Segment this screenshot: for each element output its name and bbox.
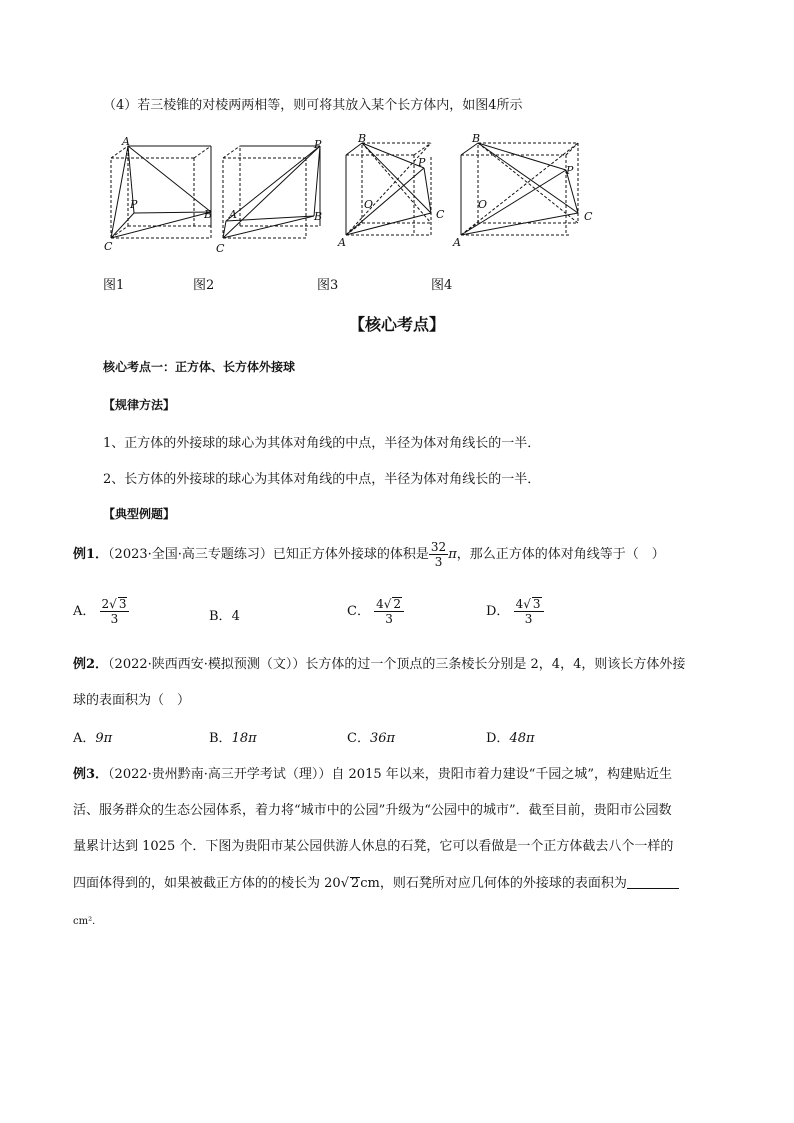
fig4-label-o: O — [478, 198, 488, 211]
option-a-fraction: $\frac{2√ 3}{3}$ — [100, 597, 130, 626]
option-letter: D． — [486, 731, 510, 746]
example-3-line-4: 四面体得到的，如果被截正方体的的棱长为 20√ 2cm，则石凳所对应几何体的外接球的表面积为 — [73, 872, 679, 891]
example-3-line-5: cm²． — [73, 916, 103, 927]
example-3-line-3: 量累计达到 1025 个．下图为贵阳市某公园供游人休息的石凳，它可以看做是一个正方体截去八个一样的 — [73, 839, 674, 854]
option-value: 36π — [369, 731, 396, 746]
coef: 4 — [515, 597, 524, 611]
radicand: 3 — [118, 597, 127, 611]
answer-blank[interactable] — [627, 876, 679, 889]
example-2-text: （2022·陕西西安·模拟预测（文））长方体的过一个顶点的三条棱长分别是 2，4，4，则该长方体外接 — [108, 657, 686, 672]
example-3-line-4-text: 四面体得到的，如果被截正方体的的棱长为 20 — [73, 876, 341, 891]
fig2-label-a: A — [229, 208, 237, 221]
figure-2 — [223, 146, 323, 238]
option-value: 18π — [231, 731, 257, 746]
fig1-label-b: B — [204, 208, 213, 221]
example-1-question — [73, 540, 665, 569]
radicand: 3 — [532, 597, 541, 611]
option-letter: B． — [209, 609, 232, 624]
fig3-label-a: A — [338, 236, 346, 249]
figure-caption-1: 图1 — [103, 278, 125, 293]
example-1-fraction — [429, 540, 448, 569]
pi-symbol: π — [448, 547, 457, 562]
examples-title: 【典型例题】 — [103, 507, 176, 521]
example-2-line-2: 球的表面积为（ ） — [73, 693, 191, 708]
coef: 4 — [376, 597, 384, 611]
denominator: 3 — [110, 612, 119, 626]
option-value: 48π — [509, 731, 535, 746]
fraction-numerator: 32 — [430, 540, 447, 554]
example-2-option-b — [209, 727, 257, 746]
example-1-text: （2023·全国·高三专题练习）已知正方体外接球的体积是 — [108, 547, 429, 562]
fig4-label-a: A — [453, 236, 461, 249]
denominator: 3 — [524, 612, 533, 626]
figure-1 — [111, 146, 211, 238]
coef: 2 — [101, 597, 110, 611]
option-letter: A． — [73, 731, 96, 746]
rule-1: 1、正方体的外接球的球心为其体对角线的中点，半径为体对角线长的一半． — [103, 436, 541, 451]
example-3-label: 例3． — [73, 767, 109, 782]
fig1-label-a: A — [122, 135, 130, 148]
example-1-option-a — [73, 597, 129, 626]
example-2-option-c — [347, 727, 395, 746]
fig2-label-c: C — [216, 242, 225, 255]
example-3-line-2: 活、服务群众的生态公园体系，着力将“城市中的公园”升级为“公园中的城市”．截至目前，贵阳市公园数 — [73, 803, 672, 818]
option-value: 9π — [95, 731, 113, 746]
option-value: 4 — [231, 609, 240, 624]
example-2-option-a — [73, 727, 112, 746]
figure-caption-2: 图2 — [193, 278, 215, 293]
option-letter: C． — [347, 604, 370, 619]
intro-text: （4）若三棱锥的对棱两两相等，则可将其放入某个长方体内，如图4所示 — [103, 98, 523, 113]
option-letter: D． — [486, 604, 510, 619]
example-1-option-c — [347, 597, 404, 626]
option-letter: C． — [347, 731, 370, 746]
fig3-label-b: B — [358, 132, 367, 145]
fig2-label-b: B — [314, 210, 323, 223]
example-2-line-1 — [73, 653, 685, 672]
key-point-title: 核心考点一：正方体、长方体外接球 — [103, 360, 296, 374]
example-2-label: 例2． — [73, 657, 109, 672]
radicand: 2 — [393, 597, 402, 611]
fig4-label-c: C — [584, 210, 593, 223]
option-letter: B． — [209, 731, 232, 746]
fraction-denominator: 3 — [434, 555, 443, 569]
fig3-label-o: O — [364, 198, 374, 211]
fig2-label-p: P — [314, 138, 322, 151]
rule-2: 2、长方体的外接球的球心为其体对角线的中点，半径为体对角线长的一半． — [103, 472, 541, 487]
example-1-option-d — [486, 597, 544, 626]
figure-4 — [461, 143, 578, 235]
figure-caption-4: 图4 — [431, 278, 453, 293]
example-3-line-1 — [73, 763, 672, 782]
fig3-label-c: C — [436, 208, 445, 221]
example-2-option-d — [486, 727, 535, 746]
denominator: 3 — [385, 612, 393, 626]
radicand: 2 — [350, 876, 360, 891]
option-d-fraction: $\frac{4√ 3}{3}$ — [514, 597, 544, 626]
section-title: 【核心考点】 — [348, 315, 445, 334]
fig1-label-p: P — [130, 198, 138, 211]
figure-caption-3: 图3 — [317, 278, 339, 293]
cuboid-figures — [96, 128, 616, 258]
example-1-text-after: ，那么正方体的体对角线等于（ ） — [456, 547, 665, 562]
example-1-label: 例1． — [73, 547, 109, 562]
fig1-label-c: C — [104, 240, 113, 253]
example-3-line-4-after: cm，则石凳所对应几何体的外接球的表面积为 — [360, 876, 627, 891]
example-3-text: （2022·贵州黔南·高三开学考试（理））自 2015 年以来，贵阳市着力建设“千园之城”，构建贴近生 — [108, 767, 673, 782]
option-letter: A． — [73, 604, 96, 619]
method-title: 【规律方法】 — [103, 398, 176, 412]
example-1-option-b — [209, 605, 240, 624]
fig3-label-p: P — [418, 156, 426, 169]
fig4-label-b: B — [472, 132, 481, 145]
option-c-fraction: $\frac{4√ 2}{3}$ — [374, 597, 404, 626]
fig4-label-p: P — [566, 164, 574, 177]
